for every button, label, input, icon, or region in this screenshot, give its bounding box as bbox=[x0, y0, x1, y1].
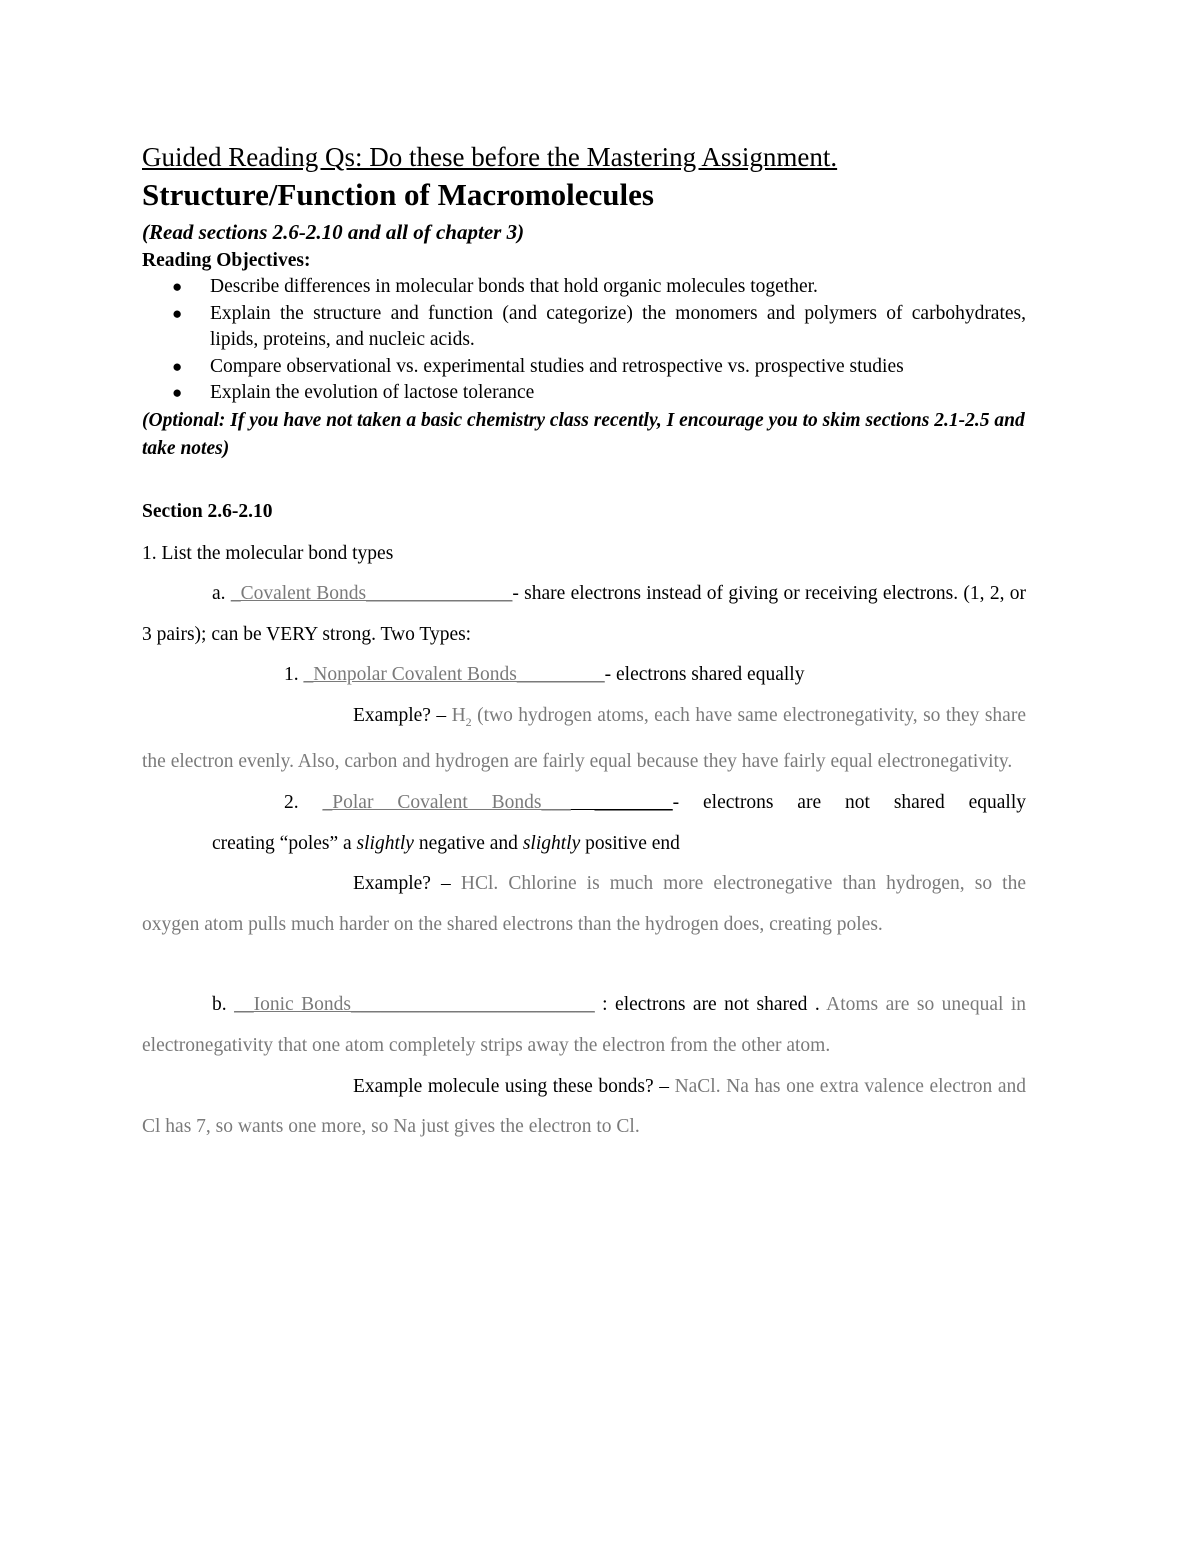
list-item: ● Describe differences in molecular bonds that hold organic molecules together. bbox=[210, 274, 1026, 301]
objectives-heading: Reading Objectives: bbox=[142, 250, 311, 271]
list-item: ● Explain the structure and function (and categorize) the monomers and polymers of carbohydrates, lipids, proteins, and nucleic acids. bbox=[172, 302, 1026, 350]
list-item: ● Compare observational vs. experimental studies and retrospective vs. prospective studies bbox=[210, 354, 1026, 381]
answer-nonpolar: _Nonpolar Covalent Bonds_________ bbox=[303, 664, 605, 686]
bullet-icon: ● bbox=[172, 277, 183, 296]
reading-assignment: (Read sections 2.6-2.10 and all of chapter 3) bbox=[142, 220, 525, 244]
list-item: ● Explain the evolution of lactose tolerance bbox=[210, 380, 1026, 407]
bullet-icon: ● bbox=[172, 303, 183, 323]
bullet-icon: ● bbox=[172, 383, 183, 402]
answer-a: a. _Covalent Bonds_______________- share electrons instead of giving or receiving electrons. (1, 2, or 3 pairs); can be VERY strong. Two Types: bbox=[142, 583, 1026, 645]
answer-a1: 1. _Nonpolar Covalent Bonds_________- electrons shared equally bbox=[284, 664, 805, 686]
page-header: Guided Reading Qs: Do these before the Mastering Assignment. bbox=[142, 142, 838, 172]
answer-ionic: __Ionic Bonds_________________________ bbox=[234, 994, 595, 1016]
page-title: Structure/Function of Macromolecules bbox=[142, 177, 654, 212]
document-page bbox=[142, 140, 1026, 1148]
example-polar: Example? – HCl. Chlorine is much more electronegative than hydrogen, so the oxygen atom pulls much harder on the shared electrons than the hydrogen does, creating poles. bbox=[142, 873, 1027, 935]
section-heading: Section 2.6-2.10 bbox=[142, 500, 273, 522]
example-ionic: Example molecule using these bonds? – NaCl. Na has one extra valence electron and Cl has 7, so wants one more, so Na just gives the electron to Cl. bbox=[142, 1075, 1026, 1138]
answer-a2: 2. _Polar Covalent Bonds___ ________- electrons are not shared equally creating “poles” a slightly negative and slightly positive end bbox=[212, 791, 1027, 854]
answer-polar: _Polar Covalent Bonds___ bbox=[322, 791, 571, 813]
answer-b: b. __Ionic Bonds_________________________ : electrons are not shared . Atoms are so unequal in electronegativity that one atom completely strips away the electron from the other atom. bbox=[142, 994, 1027, 1056]
question-1: 1. List the molecular bond types bbox=[142, 542, 394, 564]
example-nonpolar: Example? – $H_2$ (two hydrogen atoms, each have same electronegativity, so they share the electron evenly. Also, carbon and hydrogen are fairly equal because they have fairly equal electronegativity. bbox=[142, 704, 1026, 773]
objectives-list bbox=[142, 274, 1026, 407]
answer-covalent: _Covalent Bonds_______________ bbox=[230, 583, 513, 605]
bullet-icon: ● bbox=[172, 356, 183, 376]
optional-note: (Optional: If you have not taken a basic chemistry class recently, I encourage you to skim sections 2.1-2.5 and take notes) bbox=[142, 409, 1025, 459]
